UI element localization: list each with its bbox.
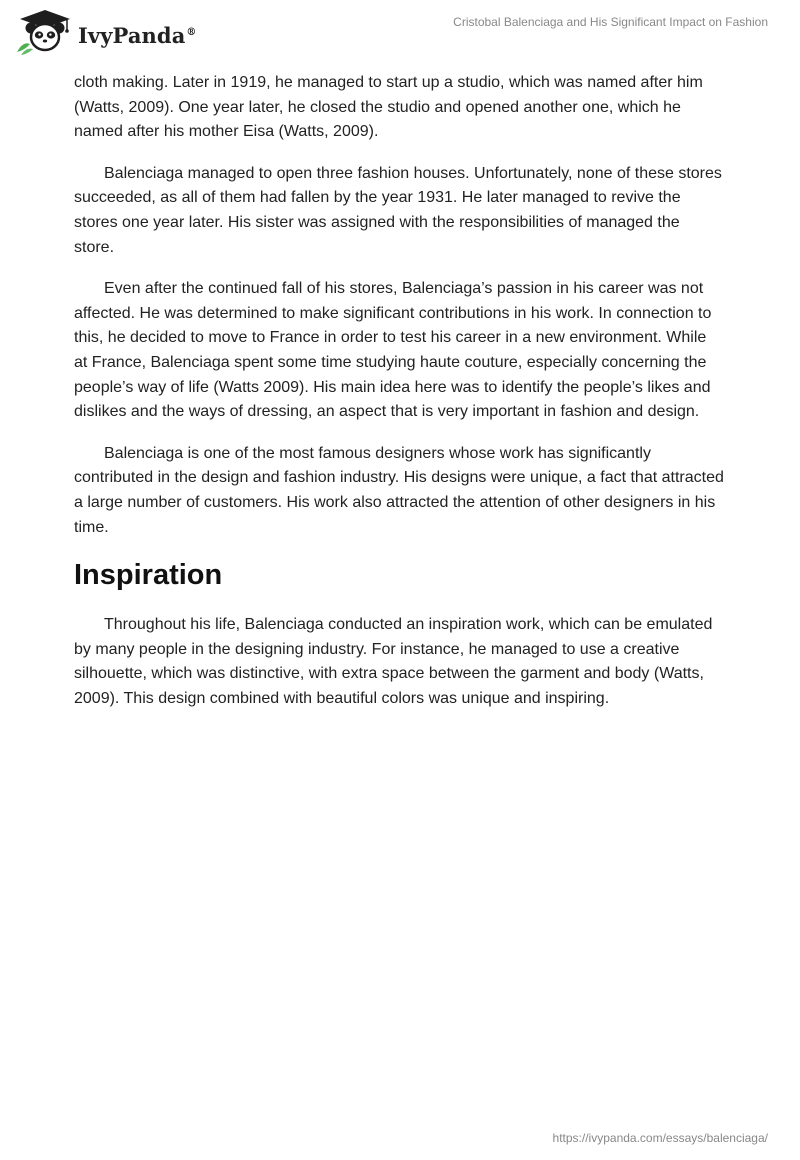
paragraph: Balenciaga is one of the most famous designers whose work has significantly contributed in the design and fashion industry. His designs were unique, a fact that attracted a large number of customers. His work also attracted the attention of other designers in his time.	[74, 444, 724, 536]
essay-body	[74, 71, 724, 728]
paragraph-continued: cloth making. Later in 1919, he managed to start up a studio, which was named after him (Watts, 2009). One year later, he closed the studio and opened another one, which he named after his mother Eisa (Watts, 2009).	[74, 74, 703, 141]
registered-mark: ®	[186, 26, 197, 38]
panda-graduate-icon	[14, 8, 76, 56]
paragraph: Even after the continued fall of his stores, Balenciaga’s passion in his career was not affected. He was determined to make significant contributions in his work. In connection to this, he decided to move to France in order to test his career in a new environment. While at France, Balenciaga spent some time studying haute couture, especially concerning the people’s way of life (Watts 2009). His main idea here was to identify the people’s likes and dislikes and the ways of dressing, an aspect that is very important in fashion and design.	[74, 280, 712, 421]
section-heading-inspiration: Inspiration	[74, 559, 223, 592]
ivypanda-logo[interactable]	[14, 8, 197, 56]
source-url[interactable]: https://ivypanda.com/essays/balenciaga/	[552, 1131, 768, 1145]
brand-name: IvyPanda®	[78, 22, 197, 48]
paragraph: Throughout his life, Balenciaga conducted an inspiration work, which can be emulated by many people in the designing industry. For instance, he managed to use a creative silhouette, which was distinctive, with extra space between the garment and body (Watts, 2009). This design combined with beautiful colors was unique and inspiring.	[74, 616, 713, 707]
document-title: Cristobal Balenciaga and His Significant Impact on Fashion	[453, 15, 768, 29]
paragraph: Balenciaga managed to open three fashion houses. Unfortunately, none of these stores succeeded, as all of them had fallen by the year 1931. He later managed to revive the stores one year later. His sister was assigned with the responsibilities of managed the store.	[74, 164, 722, 256]
page-header	[0, 0, 800, 70]
